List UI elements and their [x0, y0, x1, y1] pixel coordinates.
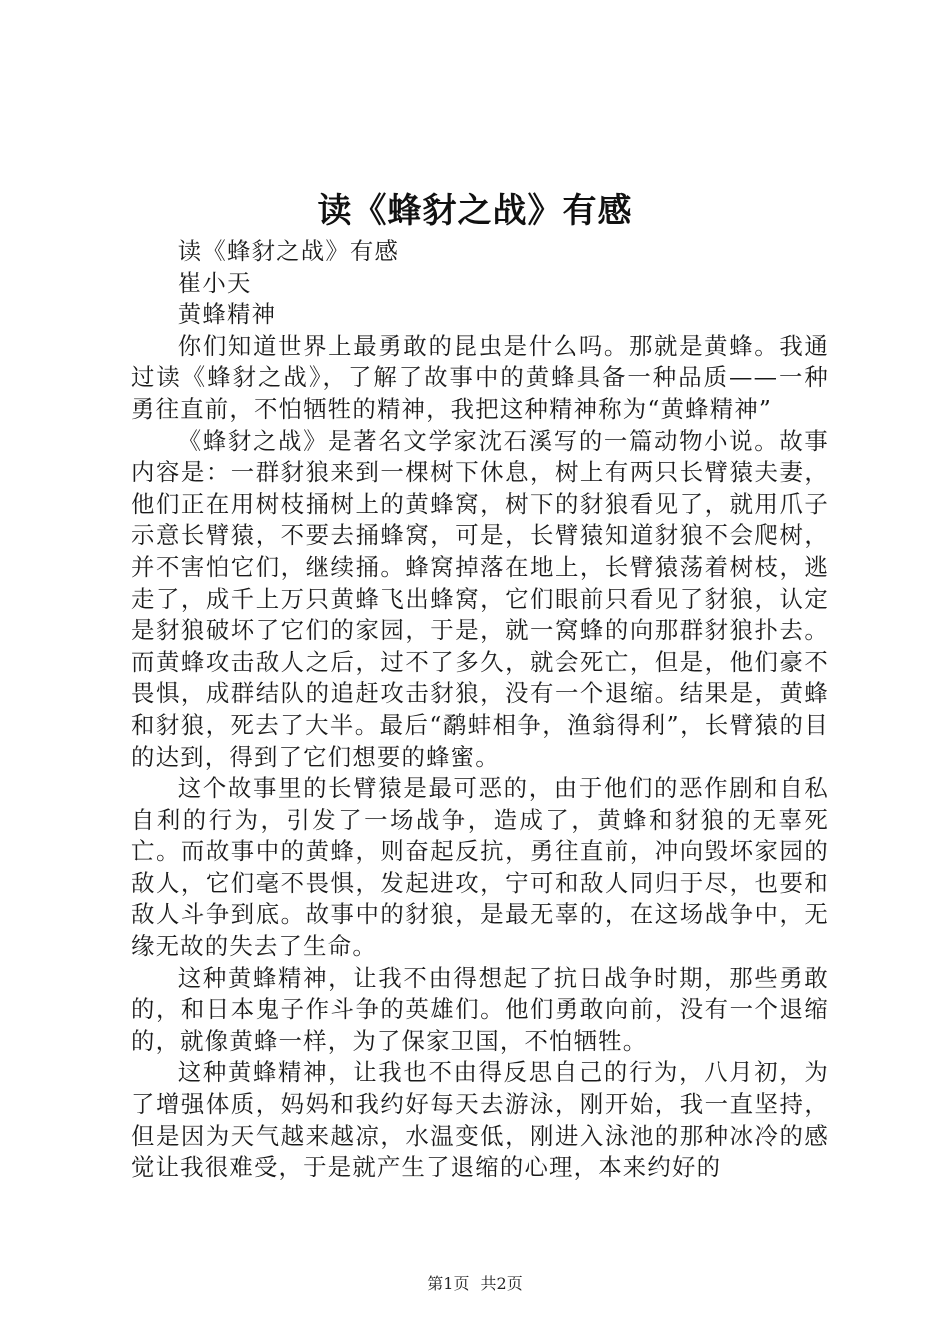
paragraph: 这种黄蜂精神，让我不由得想起了抗日战争时期，那些勇敢的，和日本鬼子作斗争的英雄们。他们勇敢向前，没有一个退缩的，就像黄蜂一样，为了保家卫国，不怕牺牲。	[131, 963, 829, 1055]
paragraph: 《蜂豺之战》是著名文学家沈石溪写的一篇动物小说。故事内容是：一群豺狼来到一棵树下休息，树上有两只长臂猿夫妻，他们正在用树枝捅树上的黄蜂窝，树下的豺狼看见了，就用爪子示意长臂猿，不要去捅蜂窝，可是，长臂猿知道豺狼不会爬树，并不害怕它们，继续捅。蜂窝掉落在地上，长臂猿荡着树枝，逃走了，成千上万只黄蜂飞出蜂窝，它们眼前只看见了豺狼，认定是豺狼破坏了它们的家园，于是，就一窝蜂的向那群豺狼扑去。而黄蜂攻击敌人之后，过不了多久，就会死亡，但是，他们豪不畏惧，成群结队的追赶攻击豺狼，没有一个退缩。结果是，黄蜂和豺狼，死去了大半。最后“鹬蚌相争，渔翁得利”，长臂猿的目的达到，得到了它们想要的蜂蜜。	[131, 426, 829, 771]
paragraph-heading: 黄蜂精神	[177, 300, 277, 329]
page-total: 共2页	[480, 1274, 523, 1293]
paragraph: 这种黄蜂精神，让我也不由得反思自己的行为，八月初，为了增强体质，妈妈和我约好每天去游泳，刚开始，我一直坚持，但是因为天气越来越凉，水温变低，刚进入泳池的那种冰冷的感觉让我很难受，于是就产生了退缩的心理，本来约好的	[131, 1058, 829, 1182]
paragraph-author: 崔小天	[177, 268, 252, 297]
paragraph-subtitle: 读《蜂豺之战》有感	[177, 237, 400, 265]
document-body	[131, 236, 829, 1184]
paragraph: 这个故事里的长臂猿是最可恶的，由于他们的恶作剧和自私自利的行为，引发了一场战争，造成了，黄蜂和豺狼的无辜死亡。而故事中的黄蜂，则奋起反抗，勇往直前，冲向毁坏家园的敌人，它们毫不畏惧，发起进攻，宁可和敌人同归于尽，也要和敌人斗争到底。故事中的豺狼，是最无辜的，在这场战争中，无缘无故的失去了生命。	[131, 774, 829, 961]
page-number: 第1页	[427, 1274, 470, 1293]
page-footer	[0, 1271, 950, 1294]
document-title: 读《蜂豺之战》有感	[317, 191, 633, 231]
paragraph: 你们知道世界上最勇敢的昆虫是什么吗。那就是黄蜂。我通过读《蜂豺之战》，了解了故事中的黄蜂具备一种品质——一种勇往直前，不怕牺牲的精神，我把这种精神称为“黄蜂精神”	[131, 331, 829, 423]
